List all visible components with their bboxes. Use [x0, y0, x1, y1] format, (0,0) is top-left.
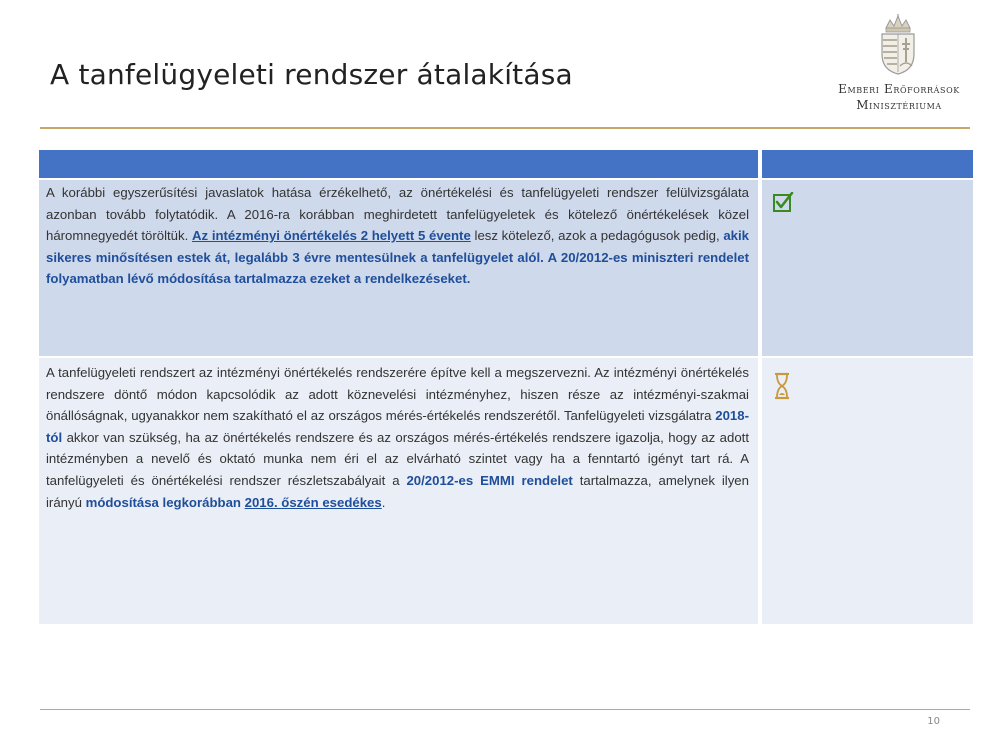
table-header-description	[39, 150, 758, 178]
page-number: 10	[927, 716, 940, 727]
row-1-paragraph: A korábbi egyszerűsítési javaslatok hatása érzékelhető, az önértékelési és tanfelügyeleti rendszer felülvizsgálata azonban tovább folytatódik. A 2016-ra korábban meghirdetett tanfelügyeletek és kötelező önértékelések közel háromnegyedét töröltük. Az intézményi önértékelés 2 helyett 5 évente lesz kötelező, azok a pedagógusok pedig, akik sikeres minősítésen estek át, legalább 3 évre mentesülnek a tanfelügyelet alól. A 20/2012-es miniszteri rendelet folyamatban lévő módosítása tartalmazza ezeket a rendelkezéseket.	[46, 185, 750, 287]
table-header-status	[762, 150, 973, 178]
ministry-name-line2: Minisztériuma	[856, 98, 942, 112]
ministry-logo	[824, 14, 974, 114]
table-row-2-status-cell	[762, 358, 973, 624]
footer-divider	[40, 709, 970, 710]
table-row-1-status-cell	[762, 180, 973, 356]
hourglass-icon	[773, 372, 791, 400]
title-divider	[40, 127, 970, 129]
table-row-1-text-cell	[39, 180, 758, 356]
ministry-name-line1: Emberi Erőforrások	[838, 82, 960, 96]
hungarian-coat-of-arms-icon	[876, 14, 920, 76]
row-2-paragraph: A tanfelügyeleti rendszert az intézményi önértékelés rendszerére építve kell a megszervezni. Az intézményi önértékelés rendszere döntő módon kapcsolódik az adott köznevelési intézményhez, hiszen része az intézményi-szakmai önállóságnak, ugyanakkor nem szakítható el az országos mérés-értékelés rendszerétől. Tanfelügyeleti vizsgálatra 2018-tól akkor van szükség, ha az önértékelés rendszere és az országos mérés-értékelés rendszere igazolja, hogy az adott intézményben a nevelő és oktató munka nem éri el az elvárható szintet vagy ha a fenntartó igényt tart rá. A tanfelügyeleti és önértékelési rendszer részletszabályait a 20/2012-es EMMI rendelet tartalmazza, amelynek ilyen irányú módosítása legkorábban 2016. őszén esedékes.	[46, 365, 749, 510]
status-table	[39, 150, 973, 624]
slide-title: A tanfelügyeleti rendszer átalakítása	[50, 58, 573, 91]
checked-box-icon	[773, 192, 794, 213]
table-row-2-text-cell	[39, 358, 758, 624]
